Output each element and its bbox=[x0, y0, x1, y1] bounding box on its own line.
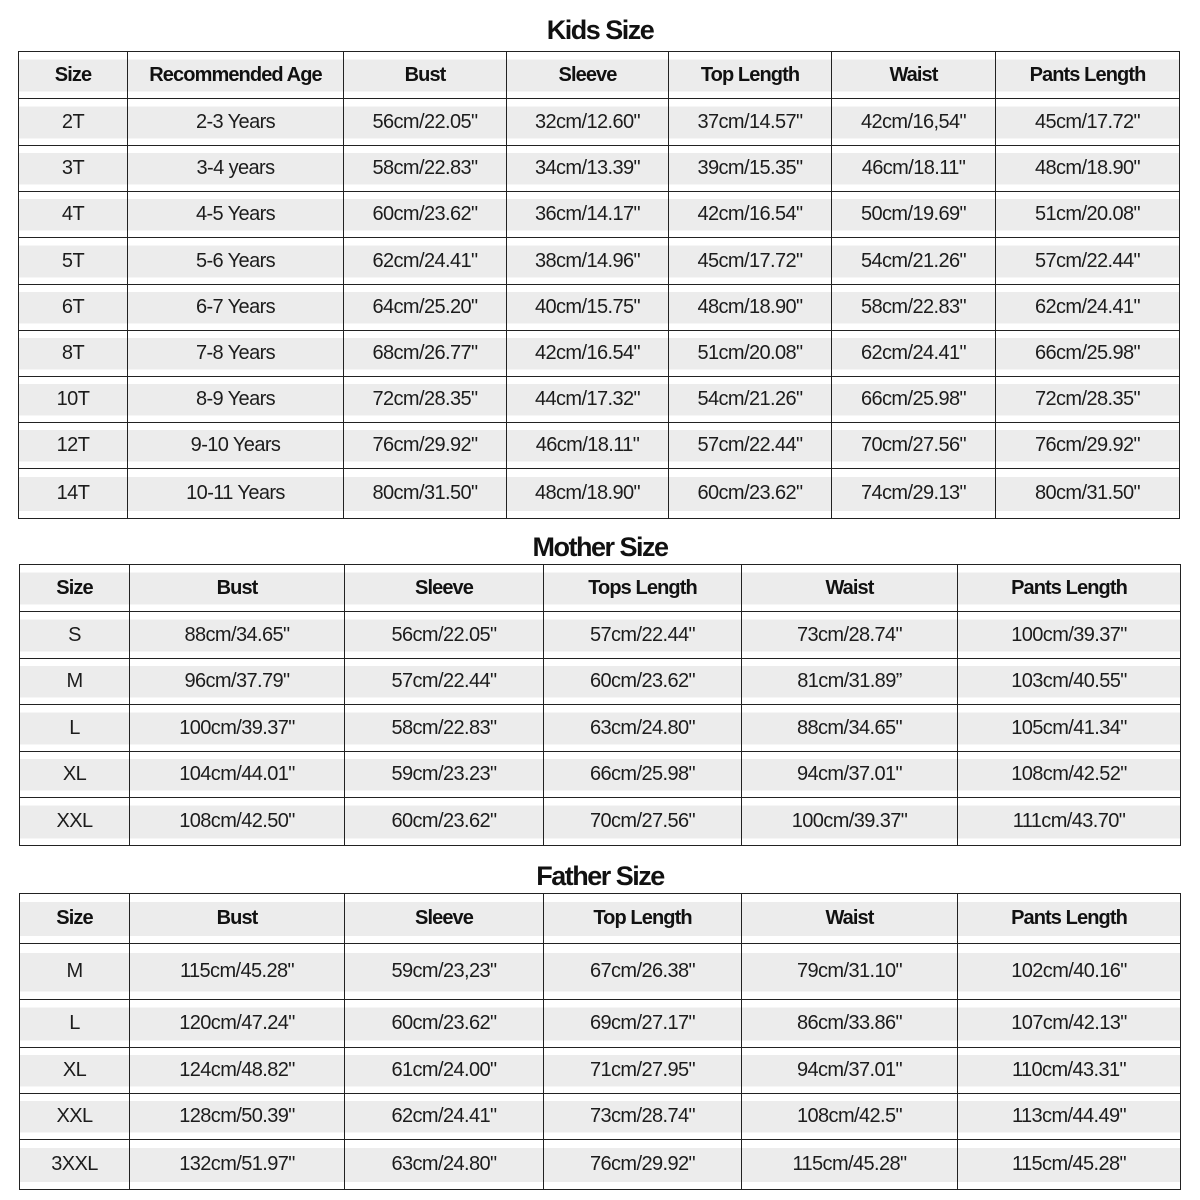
mother-table-row bbox=[20, 659, 1181, 705]
kids-column-header: Recommended Age bbox=[128, 52, 344, 99]
kids-table-row bbox=[19, 99, 1180, 146]
mother-table-cell: 104cm/44.01" bbox=[130, 752, 345, 798]
kids-table-cell: 50cm/19.69" bbox=[832, 192, 996, 238]
father-table-cell: 62cm/24.41" bbox=[345, 1094, 544, 1140]
father-column-header: Bust bbox=[130, 894, 345, 944]
kids-table-cell: 51cm/20.08" bbox=[669, 331, 832, 377]
kids-table-cell: 7-8 Years bbox=[128, 331, 344, 377]
mother-table-cell: 70cm/27.56" bbox=[544, 798, 742, 846]
kids-table-cell: 60cm/23.62" bbox=[669, 469, 832, 519]
father-table-cell: 60cm/23.62" bbox=[345, 1000, 544, 1048]
kids-table-cell: 45cm/17.72" bbox=[996, 99, 1180, 146]
mother-column-header: Size bbox=[20, 565, 130, 612]
kids-table-cell: 56cm/22.05" bbox=[344, 99, 507, 146]
mother-table-cell: 59cm/23.23" bbox=[345, 752, 544, 798]
father-table-cell: 102cm/40.16" bbox=[958, 944, 1181, 1000]
father-table-cell: 59cm/23,23" bbox=[345, 944, 544, 1000]
kids-table-row bbox=[19, 192, 1180, 238]
kids-header-row bbox=[19, 52, 1180, 99]
father-table-cell: 3XXL bbox=[20, 1140, 130, 1190]
kids-size-title: Kids Size bbox=[546, 15, 654, 45]
father-table-cell: 86cm/33.86" bbox=[742, 1000, 958, 1048]
mother-column-header: Tops Length bbox=[544, 565, 742, 612]
mother-table-row bbox=[20, 752, 1181, 798]
kids-table-row bbox=[19, 469, 1180, 519]
father-column-header: Top Length bbox=[544, 894, 742, 944]
mother-table-cell: 63cm/24.80" bbox=[544, 705, 742, 752]
father-table-cell: 115cm/45.28" bbox=[958, 1140, 1181, 1190]
father-table-cell: 124cm/48.82" bbox=[130, 1048, 345, 1094]
mother-table-cell: M bbox=[20, 659, 130, 705]
kids-table-cell: 54cm/21.26" bbox=[669, 377, 832, 423]
kids-table-cell: 62cm/24.41" bbox=[996, 285, 1180, 331]
father-column-header: Waist bbox=[742, 894, 958, 944]
kids-table-cell: 58cm/22.83" bbox=[344, 146, 507, 192]
kids-table-cell: 68cm/26.77" bbox=[344, 331, 507, 377]
kids-table-cell: 80cm/31.50" bbox=[344, 469, 507, 519]
kids-table-cell: 2-3 Years bbox=[128, 99, 344, 146]
kids-table-cell: 6T bbox=[19, 285, 128, 331]
mother-header-row bbox=[20, 565, 1181, 612]
father-size-table bbox=[19, 893, 1181, 1190]
mother-table-cell: 81cm/31.89” bbox=[742, 659, 958, 705]
mother-table-cell: 108cm/42.50" bbox=[130, 798, 345, 846]
kids-table-cell: 80cm/31.50" bbox=[996, 469, 1180, 519]
kids-table-cell: 3T bbox=[19, 146, 128, 192]
kids-table-cell: 54cm/21.26" bbox=[832, 238, 996, 285]
mother-table-cell: 96cm/37.79" bbox=[130, 659, 345, 705]
kids-table-row bbox=[19, 146, 1180, 192]
father-table-cell: XXL bbox=[20, 1094, 130, 1140]
father-table-cell: 63cm/24.80" bbox=[345, 1140, 544, 1190]
kids-table-row bbox=[19, 238, 1180, 285]
father-table-cell: 110cm/43.31" bbox=[958, 1048, 1181, 1094]
mother-column-header: Bust bbox=[130, 565, 345, 612]
kids-table-cell: 46cm/18.11" bbox=[832, 146, 996, 192]
kids-column-header: Waist bbox=[832, 52, 996, 99]
father-table-cell: 71cm/27.95" bbox=[544, 1048, 742, 1094]
father-column-header: Sleeve bbox=[345, 894, 544, 944]
mother-table-cell: 88cm/34.65" bbox=[742, 705, 958, 752]
mother-table-cell: 60cm/23.62" bbox=[345, 798, 544, 846]
mother-size-table bbox=[19, 564, 1181, 846]
mother-column-header: Waist bbox=[742, 565, 958, 612]
father-table-row bbox=[20, 1000, 1181, 1048]
kids-table-cell: 62cm/24.41" bbox=[832, 331, 996, 377]
father-table-cell: 113cm/44.49" bbox=[958, 1094, 1181, 1140]
father-table-cell: 115cm/45.28" bbox=[130, 944, 345, 1000]
kids-table-cell: 72cm/28.35" bbox=[996, 377, 1180, 423]
kids-table-cell: 4-5 Years bbox=[128, 192, 344, 238]
kids-column-header: Sleeve bbox=[507, 52, 669, 99]
kids-table-cell: 8T bbox=[19, 331, 128, 377]
mother-table-cell: 94cm/37.01" bbox=[742, 752, 958, 798]
kids-table-cell: 34cm/13.39" bbox=[507, 146, 669, 192]
kids-column-header: Pants Length bbox=[996, 52, 1180, 99]
mother-table-cell: S bbox=[20, 612, 130, 659]
father-table-row bbox=[20, 1048, 1181, 1094]
kids-table-cell: 36cm/14.17" bbox=[507, 192, 669, 238]
kids-table-row bbox=[19, 285, 1180, 331]
kids-table-row bbox=[19, 423, 1180, 469]
father-table-cell: 128cm/50.39" bbox=[130, 1094, 345, 1140]
father-table-cell: 76cm/29.92" bbox=[544, 1140, 742, 1190]
kids-table-cell: 64cm/25.20" bbox=[344, 285, 507, 331]
kids-table-cell: 45cm/17.72" bbox=[669, 238, 832, 285]
kids-table-cell: 8-9 Years bbox=[128, 377, 344, 423]
kids-table-cell: 9-10 Years bbox=[128, 423, 344, 469]
mother-size-title: Mother Size bbox=[532, 532, 668, 562]
mother-table-cell: XXL bbox=[20, 798, 130, 846]
kids-table-cell: 70cm/27.56" bbox=[832, 423, 996, 469]
kids-table-cell: 10T bbox=[19, 377, 128, 423]
father-table-cell: 115cm/45.28" bbox=[742, 1140, 958, 1190]
mother-table-cell: 105cm/41.34" bbox=[958, 705, 1181, 752]
father-table-cell: 132cm/51.97" bbox=[130, 1140, 345, 1190]
kids-table-cell: 37cm/14.57" bbox=[669, 99, 832, 146]
kids-table-cell: 39cm/15.35" bbox=[669, 146, 832, 192]
kids-table-cell: 42cm/16.54" bbox=[507, 331, 669, 377]
kids-table-cell: 44cm/17.32" bbox=[507, 377, 669, 423]
father-table-cell: 108cm/42.5" bbox=[742, 1094, 958, 1140]
kids-table-cell: 38cm/14.96" bbox=[507, 238, 669, 285]
mother-table-row bbox=[20, 705, 1181, 752]
mother-table-cell: 73cm/28.74" bbox=[742, 612, 958, 659]
kids-table-cell: 5-6 Years bbox=[128, 238, 344, 285]
father-table-cell: 61cm/24.00" bbox=[345, 1048, 544, 1094]
father-table-row bbox=[20, 944, 1181, 1000]
kids-table-cell: 62cm/24.41" bbox=[344, 238, 507, 285]
mother-column-header: Pants Length bbox=[958, 565, 1181, 612]
kids-table-cell: 72cm/28.35" bbox=[344, 377, 507, 423]
mother-table-cell: 57cm/22.44" bbox=[544, 612, 742, 659]
father-table-cell: M bbox=[20, 944, 130, 1000]
kids-table-cell: 46cm/18.11" bbox=[507, 423, 669, 469]
father-table-row bbox=[20, 1094, 1181, 1140]
kids-table-cell: 66cm/25.98" bbox=[832, 377, 996, 423]
mother-table-cell: XL bbox=[20, 752, 130, 798]
kids-table-cell: 32cm/12.60" bbox=[507, 99, 669, 146]
father-table-row bbox=[20, 1140, 1181, 1190]
kids-table-cell: 48cm/18.90" bbox=[669, 285, 832, 331]
kids-table-cell: 3-4 years bbox=[128, 146, 344, 192]
father-column-header: Size bbox=[20, 894, 130, 944]
kids-table-cell: 58cm/22.83" bbox=[832, 285, 996, 331]
mother-table-cell: 58cm/22.83" bbox=[345, 705, 544, 752]
kids-column-header: Bust bbox=[344, 52, 507, 99]
mother-table-cell: 66cm/25.98" bbox=[544, 752, 742, 798]
kids-table-cell: 60cm/23.62" bbox=[344, 192, 507, 238]
kids-size-table bbox=[18, 51, 1180, 519]
father-table-cell: 67cm/26.38" bbox=[544, 944, 742, 1000]
kids-table-row bbox=[19, 331, 1180, 377]
father-table-cell: 120cm/47.24" bbox=[130, 1000, 345, 1048]
mother-table-cell: 88cm/34.65" bbox=[130, 612, 345, 659]
kids-table-cell: 76cm/29.92" bbox=[996, 423, 1180, 469]
kids-table-cell: 10-11 Years bbox=[128, 469, 344, 519]
kids-table-cell: 6-7 Years bbox=[128, 285, 344, 331]
mother-table-cell: 60cm/23.62" bbox=[544, 659, 742, 705]
kids-table-cell: 40cm/15.75" bbox=[507, 285, 669, 331]
father-table-cell: 73cm/28.74" bbox=[544, 1094, 742, 1140]
mother-table-cell: 108cm/42.52" bbox=[958, 752, 1181, 798]
kids-table-cell: 2T bbox=[19, 99, 128, 146]
father-table-cell: 107cm/42.13" bbox=[958, 1000, 1181, 1048]
mother-table-row bbox=[20, 612, 1181, 659]
kids-column-header: Top Length bbox=[669, 52, 832, 99]
kids-table-cell: 74cm/29.13" bbox=[832, 469, 996, 519]
mother-table-cell: 56cm/22.05" bbox=[345, 612, 544, 659]
kids-table-cell: 57cm/22.44" bbox=[669, 423, 832, 469]
mother-column-header: Sleeve bbox=[345, 565, 544, 612]
kids-table-cell: 5T bbox=[19, 238, 128, 285]
mother-table-cell: 111cm/43.70" bbox=[958, 798, 1181, 846]
kids-table-cell: 76cm/29.92" bbox=[344, 423, 507, 469]
mother-table-cell: 57cm/22.44" bbox=[345, 659, 544, 705]
mother-table-cell: 100cm/39.37" bbox=[130, 705, 345, 752]
mother-table-cell: 100cm/39.37" bbox=[958, 612, 1181, 659]
kids-table-cell: 12T bbox=[19, 423, 128, 469]
father-column-header: Pants Length bbox=[958, 894, 1181, 944]
kids-table-cell: 51cm/20.08" bbox=[996, 192, 1180, 238]
father-table-cell: 69cm/27.17" bbox=[544, 1000, 742, 1048]
kids-column-header: Size bbox=[19, 52, 128, 99]
kids-table-cell: 48cm/18.90" bbox=[996, 146, 1180, 192]
mother-table-cell: 100cm/39.37" bbox=[742, 798, 958, 846]
father-table-cell: 79cm/31.10" bbox=[742, 944, 958, 1000]
mother-table-cell: L bbox=[20, 705, 130, 752]
kids-table-cell: 57cm/22.44" bbox=[996, 238, 1180, 285]
mother-table-cell: 103cm/40.55" bbox=[958, 659, 1181, 705]
kids-table-cell: 42cm/16,54" bbox=[832, 99, 996, 146]
kids-table-cell: 66cm/25.98" bbox=[996, 331, 1180, 377]
kids-table-cell: 4T bbox=[19, 192, 128, 238]
mother-table-row bbox=[20, 798, 1181, 846]
father-header-row bbox=[20, 894, 1181, 944]
kids-table-row bbox=[19, 377, 1180, 423]
father-table-cell: XL bbox=[20, 1048, 130, 1094]
father-table-cell: 94cm/37.01" bbox=[742, 1048, 958, 1094]
kids-table-cell: 48cm/18.90" bbox=[507, 469, 669, 519]
kids-table-cell: 42cm/16.54" bbox=[669, 192, 832, 238]
father-table-cell: L bbox=[20, 1000, 130, 1048]
kids-table-cell: 14T bbox=[19, 469, 128, 519]
father-size-title: Father Size bbox=[536, 861, 664, 891]
